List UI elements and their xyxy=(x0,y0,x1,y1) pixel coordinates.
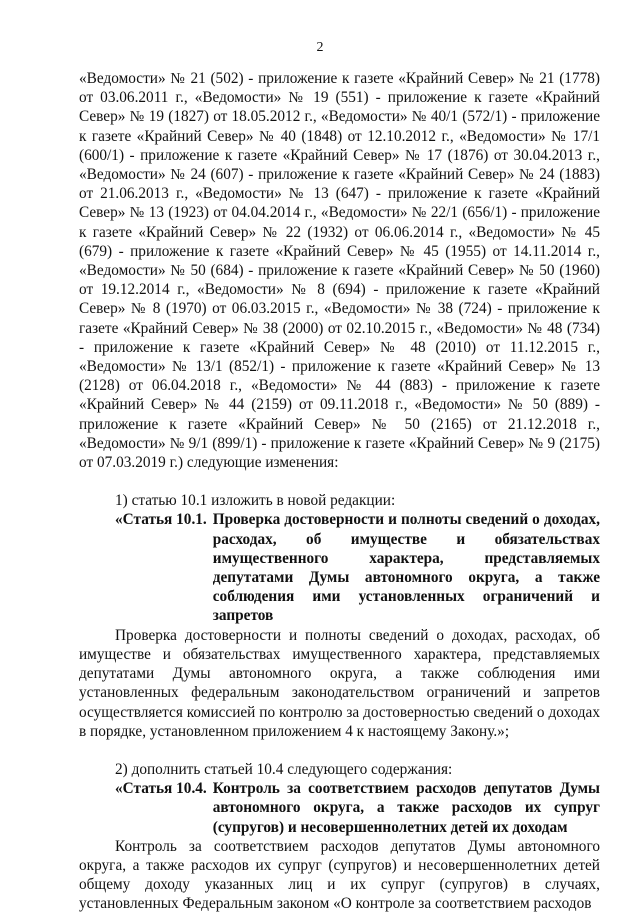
article-10-1-body: Проверка достоверности и полноты сведений о доходах, расходах, об имуществе и обязательствах имущественного характера, представляемых депутатами Думы автономного округа, а также соблюдения ими установленных федеральным законодательством ограничений и запретов осуществляется комиссией по контролю за достоверностью сведений о доходах в порядке, установленном приложением 4 к настоящему Закону.»; xyxy=(79,626,600,740)
article-10-1-label: «Статья 10.1. xyxy=(115,511,207,529)
article-10-4-label: «Статья 10.4. xyxy=(115,780,207,798)
intro-paragraph: «Ведомости» № 21 (502) - приложение к газете «Крайний Север» № 21 (1778) от 03.06.2011 г., «Ведомости» № 19 (551) - приложение к газете «Крайний Север» № 19 (1827) от 18.05.2012 г., «Ведомости» № 40/1 (572/1) - приложение к газете «Крайний Север» № 40 (1848) от 12.10.2012 г., «Ведомости» № 17/1 (600/1) - приложение к газете «Крайний Север» № 17 (1876) от 30.04.2013 г., «Ведомости» № 24 (607) - приложение к газете «Крайний Север» № 24 (1883) от 21.06.2013 г., «Ведомости» № 13 (647) - приложение к газете «Крайний Север» № 13 (1923) от 04.04.2014 г., «Ведомости» № 22/1 (656/1) - приложение к газете «Крайний Север» № 22 (1932) от 06.06.2014 г., «Ведомости» № 45 (679) - приложение к газете «Крайний Север» № 45 (1955) от 14.11.2014 г., «Ведомости» № 50 (684) - приложение к газете «Крайний Север» № 50 (1960) от 19.12.2014 г., «Ведомости» № 8 (694) - приложение к газете «Крайний Север» № 8 (1970) от 06.03.2015 г., «Ведомости» № 38 (724) - приложение к газете «Крайний Север» № 38 (2000) от 02.10.2015 г., «Ведомости» № 48 (734) - приложение к газете «Крайний Север» № 48 (2010) от 11.12.2015 г., «Ведомости» № 13/1 (852/1) - приложение к газете «Крайний Север» № 13 (2128) от 06.04.2018 г., «Ведомости» № 44 (883) - приложение к газете «Крайний Север» № 44 (2159) от 09.11.2018 г., «Ведомости» № 50 (889) - приложение к газете «Крайний Север» № 50 (2165) от 21.12.2018 г., «Ведомости» № 9/1 (899/1) - приложение к газете «Крайний Север» № 9 (2175) от 07.03.2019 г.) следующие изменения: xyxy=(79,70,600,472)
article-10-4-title: Контроль за соответствием расходов депутатов Думы автономного округа, а также расходов их супруг (супругов) и несовершеннолетних детей их доходам xyxy=(212,780,600,836)
article-10-4-heading xyxy=(115,779,600,837)
amendment-item-1: 1) статью 10.1 изложить в новой редакции: xyxy=(115,492,396,510)
article-10-1-heading xyxy=(115,510,600,625)
page-number: 2 xyxy=(316,40,324,55)
amendment-item-2: 2) дополнить статьей 10.4 следующего содержания: xyxy=(115,760,453,778)
article-10-4-body: Контроль за соответствием расходов депутатов Думы автономного округа, а также расходов их супруг (супругов) и несовершеннолетних детей общему доходу указанных лиц и их супруг (супругов) в случаях, установленных Федеральным законом «О контроле за соответствием расходов xyxy=(79,837,600,913)
document-body xyxy=(79,69,600,914)
article-10-1-title: Проверка достоверности и полноты сведений о доходах, расходах, об имуществе и обязательствах имущественного характера, представляемых депутатами Думы автономного округа, а также соблюдения ими установленных ограничений и запретов xyxy=(212,511,600,625)
